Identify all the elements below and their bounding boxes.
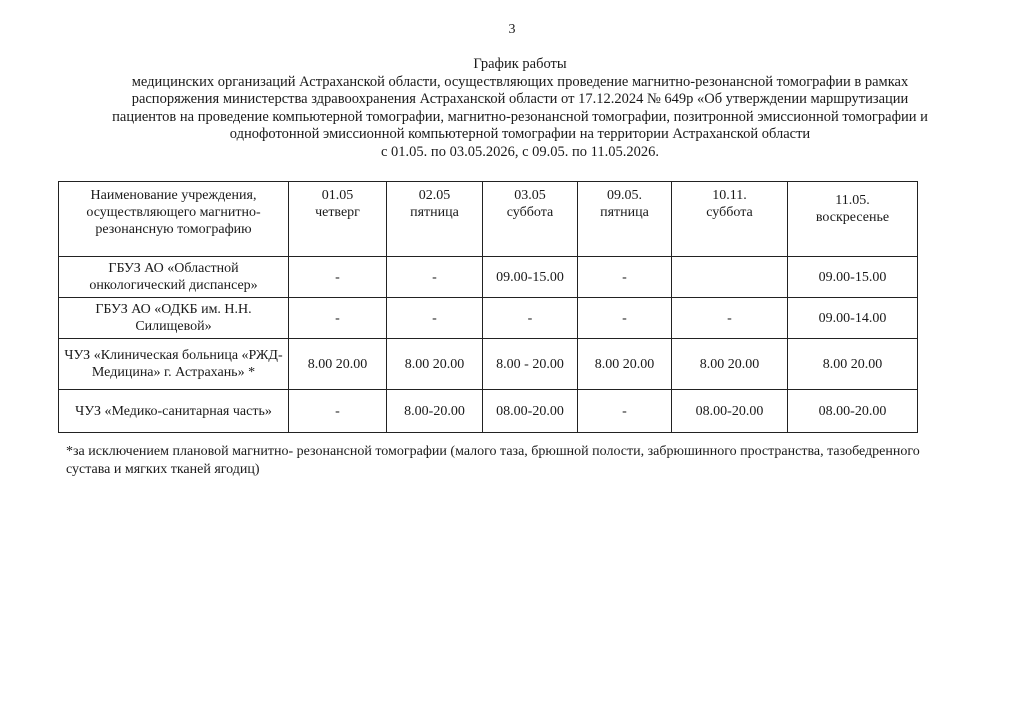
schedule-cell: 09.00-14.00 <box>788 298 918 339</box>
page-number: 3 <box>508 22 516 37</box>
schedule-cell: 8.00 - 20.00 <box>483 339 578 390</box>
heading-line: однофотонной эмиссионной компьютерной томографии на территории Астраханской области <box>229 126 811 142</box>
day-weekday: суббота <box>506 205 554 220</box>
header-institution: Наименование учреждения, осуществляющего магнитно-резонансную томографию <box>59 182 289 257</box>
schedule-cell <box>672 257 788 298</box>
schedule-cell: - <box>289 257 387 298</box>
heading-line: медицинских организаций Астраханской области, осуществляющих проведение магнитно-резонансной томографии в рамках <box>131 73 909 90</box>
heading-line: распоряжения министерства здравоохранения Астраханской области от 17.12.2024 № 649р «Об утверждении маршрутизации <box>131 91 909 107</box>
table-header-row <box>59 182 918 257</box>
day-date: 02.05 <box>418 188 451 203</box>
schedule-cell: 08.00-20.00 <box>788 390 918 433</box>
schedule-cell: 09.00-15.00 <box>788 257 918 298</box>
day-weekday: пятница <box>600 205 649 220</box>
schedule-cell: 8.00 20.00 <box>578 339 672 390</box>
schedule-cell: - <box>578 257 672 298</box>
schedule-cell: 08.00-20.00 <box>672 390 788 433</box>
schedule-cell: - <box>289 390 387 433</box>
document-heading <box>60 56 980 161</box>
schedule-cell: - <box>387 298 483 339</box>
day-date: 01.05 <box>321 188 354 203</box>
day-date: 11.05. <box>835 193 870 208</box>
schedule-cell: 09.00-15.00 <box>483 257 578 298</box>
schedule-cell: - <box>578 390 672 433</box>
day-date: 09.05. <box>607 188 642 203</box>
schedule-cell: 8.00 20.00 <box>387 339 483 390</box>
document-title: График работы <box>473 56 567 72</box>
day-weekday: четверг <box>315 205 360 220</box>
day-weekday: пятница <box>410 205 459 220</box>
schedule-table <box>58 181 918 433</box>
institution-name: ГБУЗ АО «Областной онкологический диспансер» <box>59 257 289 298</box>
table-row <box>59 298 918 339</box>
heading-period: с 01.05. по 03.05.2026, с 09.05. по 11.05.2026. <box>381 143 659 160</box>
schedule-cell: 8.00 20.00 <box>672 339 788 390</box>
schedule-cell: 8.00 20.00 <box>289 339 387 390</box>
header-day <box>483 182 578 257</box>
institution-name: ЧУЗ «Медико-санитарная часть» <box>59 390 289 433</box>
day-weekday: суббота <box>706 205 753 220</box>
institution-name: ГБУЗ АО «ОДКБ им. Н.Н. Силищевой» <box>59 298 289 339</box>
heading-line: пациентов на проведение компьютерной томографии, магнитно-резонансной томографии, позитронной эмиссионной томографии и <box>112 108 928 125</box>
day-weekday: воскресенье <box>815 210 890 225</box>
footnote: *за исключением плановой магнитно- резонансной томографии (малого таза, брюшной полости, забрюшинного пространства, тазобедренного сустава и мягких тканей ягодиц) <box>66 444 920 477</box>
table-row <box>59 339 918 390</box>
header-day <box>387 182 483 257</box>
day-date: 10.11. <box>712 188 747 203</box>
schedule-cell: - <box>672 298 788 339</box>
header-day <box>672 182 788 257</box>
schedule-cell: - <box>289 298 387 339</box>
header-day <box>578 182 672 257</box>
table-row <box>59 257 918 298</box>
table-row <box>59 390 918 433</box>
schedule-cell: - <box>483 298 578 339</box>
institution-name: ЧУЗ «Клиническая больница «РЖД-Медицина» г. Астрахань» * <box>59 339 289 390</box>
schedule-cell: 08.00-20.00 <box>483 390 578 433</box>
header-day <box>788 182 918 257</box>
schedule-cell: 8.00 20.00 <box>788 339 918 390</box>
schedule-cell: 8.00-20.00 <box>387 390 483 433</box>
header-day <box>289 182 387 257</box>
schedule-cell: - <box>578 298 672 339</box>
schedule-cell: - <box>387 257 483 298</box>
day-date: 03.05 <box>514 188 546 203</box>
